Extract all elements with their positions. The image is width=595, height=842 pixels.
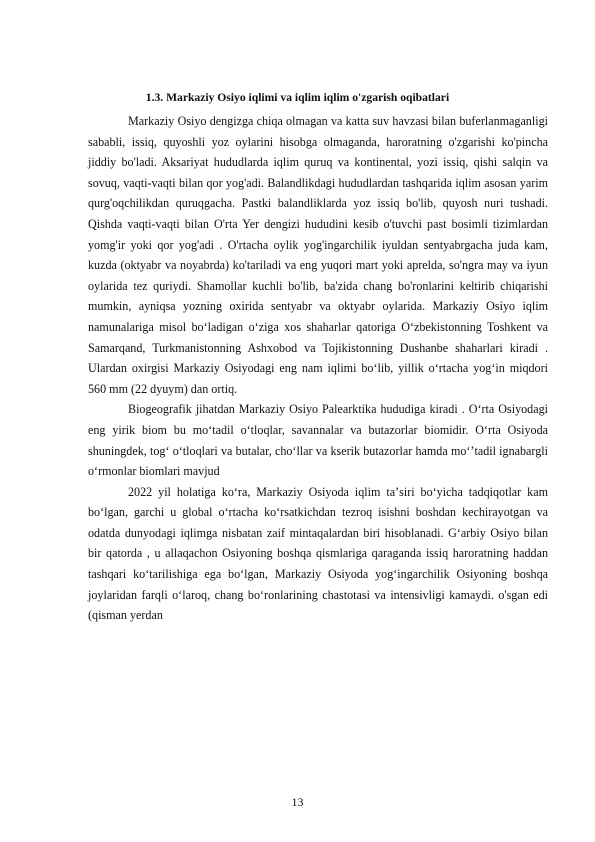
paragraph-climate-overview: Markaziy Osiyo dengizga chiqa olmagan va katta suv havzasi bilan buferlanmaganligi sababli, issiq, quyoshli yoz oylarini hisobga olmaganda, haroratning o'zgarishi ko'pincha jiddiy bo'ladi. Aksariyat hududlarda iqlim quruq va kontinental, yozi issiq, qishi salqin va sovuq, vaqti-vaqti bilan qor yog'adi. Balandlikdagi hududlardan tashqarida iqlim asosan yarim qurg'oqchilikdan quruqgacha. Pastki balandliklarda yoz issiq bo'lib, quyosh nuri tushadi. Qishda vaqti-vaqti bilan O'rta Yer dengizi hududini kesib o'tuvchi past bosimli tizimlardan yomg'ir yoki qor yog'adi . O'rtacha oylik yog'ingarchilik iyuldan sentyabrgacha juda kam, kuzda (oktyabr va noyabrda) ko'tariladi va eng yuqori mart yoki aprelda, so'ngra may va iyun oylarida tez quriydi. Shamollar kuchli bo'lib, ba'zida chang bo'ronlarini keltirib chiqarishi mumkin, ayniqsa yozning oxirida sentyabr va oktyabr oylarida. Markaziy Osiyo iqlim namunalariga misol boʻladigan oʻziga xos shaharlar qatoriga Oʻzbekistonning Toshkent va Samarqand, Turkmanistonning Ashxobod va Tojikistonning Dushanbe shaharlari kiradi . Ulardan oxirgisi Markaziy Osiyodagi eng nam iqlimi boʻlib, yillik oʻrtacha yogʻin miqdori 560 mm (22 dyuym) dan ortiq. <box>88 114 548 396</box>
paragraph-climate-impact-research: 2022 yil holatiga koʻra, Markaziy Osiyoda iqlim taʼsiri boʻyicha tadqiqotlar kam boʻlgan, garchi u global oʻrtacha koʻrsatkichdan tezroq isishni boshdan kechirayotgan va odatda dunyodagi iqlimga nisbatan zaif mintaqalardan biri hisoblanadi. Gʻarbiy Osiyo bilan bir qatorda , u allaqachon Osiyoning boshqa qismlariga qaraganda issiq haroratning haddan tashqari koʻtarilishiga ega boʻlgan, Markaziy Osiyoda yogʻingarchilik Osiyoning boshqa joylaridan farqli oʻlaroq, chang boʻronlarining chastotasi va intensivligi kamaydi. o'sgan edi (qisman yerdan <box>88 484 548 623</box>
section-heading: 1.3. Markaziy Osiyo iqlimi va iqlim iqlim o'zgarish oqibatlari <box>145 91 450 104</box>
page-number: 13 <box>291 795 304 809</box>
paragraph-biogeography: Biogeografik jihatdan Markaziy Osiyo Palearktika hududiga kiradi . Oʻrta Osiyodagi eng yirik biom bu moʻtadil oʻtloqlar, savannalar va butazorlar biomidir. Oʻrta Osiyoda shuningdek, togʻ oʻtloqlari va butalar, choʻllar va kserik butazorlar hamda moʻʼtadil ignabargli oʻrmonlar biomlari mavjud <box>88 402 548 479</box>
body-text <box>88 111 548 626</box>
